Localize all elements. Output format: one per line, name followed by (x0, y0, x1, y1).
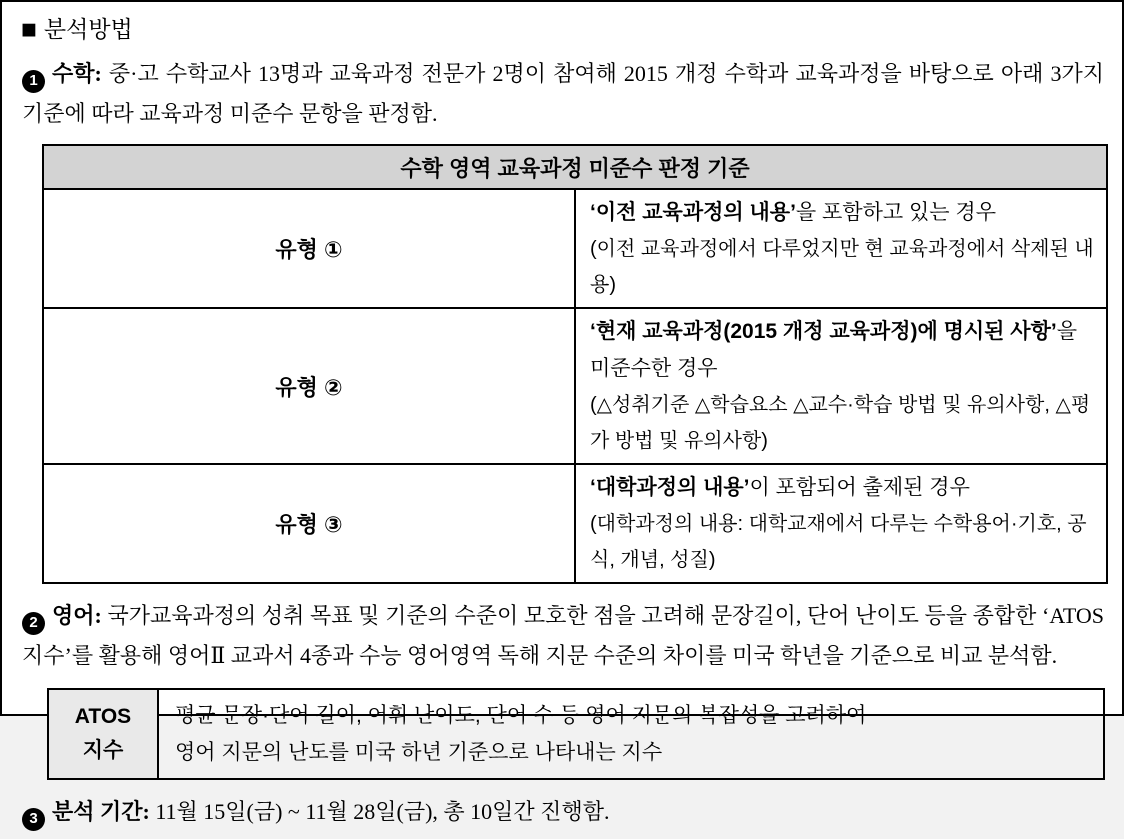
table-title-row (43, 145, 1107, 189)
atos-index-table (47, 688, 1105, 780)
criterion-3-note: (대학과정의 내용: 대학교재에서 다루는 수학용어·기호, 공식, 개념, 성질) (590, 513, 1087, 571)
atos-term-line2: 지수 (82, 739, 124, 762)
atos-term-cell (48, 689, 158, 779)
criterion-2-line (590, 313, 1096, 387)
section-period-label: 분석 기간: (52, 799, 150, 824)
criterion-2-note: (△성취기준 △학습요소 △교수·학습 방법 및 유의사항, △평가 방법 및 유의사항) (590, 394, 1091, 452)
circled-one-icon: 1 (22, 70, 45, 93)
section-math-paragraph (22, 54, 1104, 134)
atos-definition-line1: 평균 문장·단어 길이, 어휘 난이도, 단어 수 등 영어 지문의 복잡성을 고려하여 (175, 704, 867, 727)
type-3-cell: 유형 ③ (43, 464, 575, 583)
section-period-text: 11월 15일(금) ~ 11월 28일(금), 총 10일간 진행함. (149, 799, 610, 824)
math-criteria-table-body (43, 189, 1107, 583)
criterion-2-rest: 을 미준수한 경우 (590, 320, 1077, 380)
page-title-text: 분석방법 (43, 17, 133, 42)
circled-three-icon: 3 (22, 808, 45, 831)
criterion-3-rest: 이 포함되어 출제된 경우 (749, 476, 970, 499)
section-english-paragraph (22, 596, 1104, 676)
criterion-2-cell (575, 308, 1107, 464)
criterion-1-line (590, 194, 1096, 231)
page-title (22, 14, 1104, 46)
table-row (43, 189, 1107, 308)
atos-table-body (48, 689, 1104, 779)
criterion-3-quoted: ‘대학과정의 내용’ (590, 476, 750, 499)
atos-definition-line2: 영어 지문의 난도를 미국 하년 기준으로 나타내는 지수 (175, 741, 663, 764)
table-row (48, 689, 1104, 779)
section-english-text: 국가교육과정의 성취 목표 및 기준의 수준이 모호한 점을 고려해 문장길이, 단어 난이도 등을 종합한 ‘ATOS 지수’를 활용해 영어Ⅱ 교과서 4종과 수능 영어영역 독해 지문 수준의 차이를 미국 학년을 기준으로 비교 분석함. (22, 603, 1104, 668)
math-criteria-table-head (43, 145, 1107, 189)
math-table-title: 수학 영역 교육과정 미준수 판정 기준 (43, 145, 1107, 189)
criterion-1-quoted: ‘이전 교육과정의 내용’ (590, 201, 796, 224)
table-row (43, 308, 1107, 464)
section-period-paragraph (22, 792, 1104, 832)
table-row (43, 464, 1107, 583)
criterion-1-rest: 을 포함하고 있는 경우 (795, 201, 996, 224)
type-2-cell: 유형 ② (43, 308, 575, 464)
black-square-icon: ■ (20, 15, 37, 44)
math-criteria-table (42, 144, 1108, 584)
atos-term-line1: ATOS (74, 705, 132, 728)
criterion-1-cell (575, 189, 1107, 308)
criterion-3-line (590, 469, 1096, 506)
type-1-cell: 유형 ① (43, 189, 575, 308)
criterion-3-cell (575, 464, 1107, 583)
atos-definition-cell (158, 689, 1104, 779)
section-math-text: 중·고 수학교사 13명과 교육과정 전문가 2명이 참여해 2015 개정 수학과 교육과정을 바탕으로 아래 3가지 기준에 따라 교육과정 미준수 문항을 판정함. (22, 61, 1104, 126)
section-english-label: 영어: (52, 603, 102, 628)
criterion-1-note: (이전 교육과정에서 다루었지만 현 교육과정에서 삭제된 내용) (590, 238, 1094, 296)
section-math-label: 수학: (52, 61, 102, 86)
criterion-2-quoted: ‘현재 교육과정(2015 개정 교육과정)에 명시된 사항’ (590, 320, 1057, 343)
circled-two-icon: 2 (22, 612, 45, 635)
